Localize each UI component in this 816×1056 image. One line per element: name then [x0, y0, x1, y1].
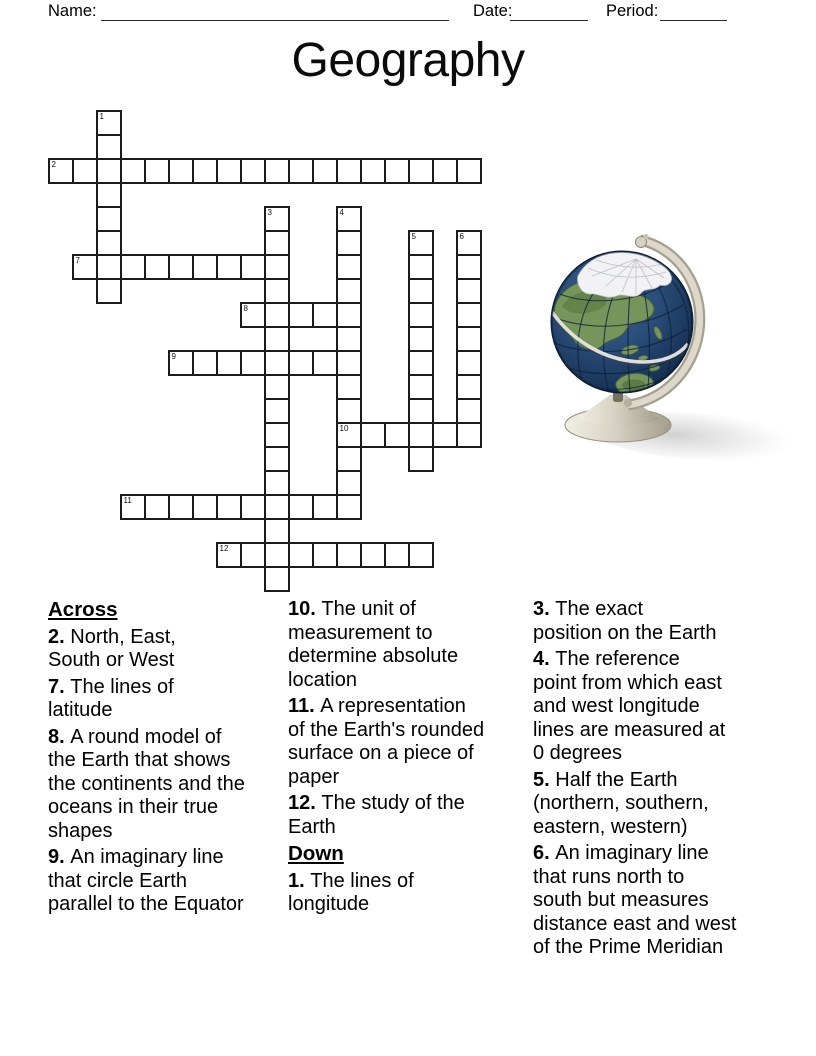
grid-cell	[408, 398, 434, 424]
date-label: Date:	[473, 2, 513, 20]
clue-line: oceans in their true	[48, 796, 219, 818]
grid-cell	[240, 350, 266, 376]
clue-line: 8. A round model of	[48, 725, 222, 748]
clue-line: 4. The reference	[533, 648, 680, 670]
grid-cell	[456, 254, 482, 280]
clue-line: South or West	[48, 649, 175, 671]
grid-cell-number: 7	[75, 256, 80, 265]
grid-cell	[168, 350, 194, 376]
grid-cell	[120, 254, 146, 280]
clue-number: 10.	[288, 598, 322, 620]
clue-line: the Earth that shows	[48, 749, 231, 771]
clue-line: south but measures	[533, 889, 709, 911]
globe-sphere	[551, 251, 693, 397]
grid-cell	[384, 158, 410, 184]
grid-cell	[360, 542, 386, 568]
clue-section-heading: Across	[48, 598, 118, 621]
grid-cell	[456, 326, 482, 352]
grid-cell	[96, 158, 122, 184]
grid-cell	[72, 158, 98, 184]
grid-cell	[408, 422, 434, 448]
grid-cell	[336, 542, 362, 568]
grid-cell	[264, 566, 290, 592]
clue-line: distance east and west	[533, 912, 737, 935]
grid-cell	[264, 302, 290, 328]
grid-cell	[312, 494, 338, 520]
clue-number: 12.	[288, 792, 322, 814]
grid-cell	[360, 158, 386, 184]
clue-line: 6. An imaginary line	[533, 842, 709, 864]
clue-number: 3.	[533, 598, 556, 620]
clue-number: 1.	[288, 869, 311, 892]
grid-cell	[264, 158, 290, 184]
grid-cell	[456, 398, 482, 424]
clue	[48, 676, 286, 723]
clue-line: latitude	[48, 699, 113, 721]
clue	[533, 598, 793, 645]
grid-cell	[192, 254, 218, 280]
grid-cell	[264, 398, 290, 424]
grid-cell	[336, 374, 362, 400]
clue-number: 2.	[48, 625, 71, 648]
grid-cell	[96, 110, 122, 136]
grid-cell	[216, 350, 242, 376]
grid-cell	[240, 158, 266, 184]
grid-cell	[456, 374, 482, 400]
grid-cell	[168, 158, 194, 184]
clue-line: that circle Earth	[48, 869, 187, 892]
clue-number: 7.	[48, 675, 71, 698]
grid-cell	[120, 158, 146, 184]
grid-cell	[144, 158, 170, 184]
grid-cell	[96, 278, 122, 304]
grid-cell	[264, 422, 290, 448]
grid-cell	[312, 542, 338, 568]
grid-cell	[432, 422, 458, 448]
clue-line: of the Prime Meridian	[533, 936, 724, 958]
clue-number: 5.	[533, 768, 556, 791]
clue	[288, 870, 531, 917]
grid-cell	[456, 158, 482, 184]
grid-cell	[264, 326, 290, 352]
grid-cell	[264, 518, 290, 544]
grid-cell	[264, 470, 290, 496]
clue-number: 6.	[533, 842, 556, 864]
clue-line: 11. A representation	[288, 695, 466, 717]
grid-cell	[336, 326, 362, 352]
clue-number: 4.	[533, 648, 556, 670]
grid-cell-number: 8	[243, 304, 248, 313]
clue-line: determine absolute	[288, 645, 459, 667]
grid-cell	[456, 350, 482, 376]
grid-cell	[264, 374, 290, 400]
clue	[288, 598, 531, 692]
grid-cell	[264, 350, 290, 376]
grid-cell	[96, 134, 122, 160]
grid-cell-number: 1	[99, 112, 104, 121]
grid-cell	[408, 254, 434, 280]
grid-cell	[192, 494, 218, 520]
name-label: Name:	[48, 2, 97, 20]
grid-cell-number: 6	[459, 232, 464, 241]
clue	[288, 695, 531, 789]
grid-cell	[408, 278, 434, 304]
grid-cell	[408, 542, 434, 568]
grid-cell	[264, 542, 290, 568]
grid-cell	[312, 158, 338, 184]
clue	[288, 792, 531, 839]
clue	[533, 842, 793, 960]
grid-cell	[384, 422, 410, 448]
grid-cell	[384, 542, 410, 568]
grid-cell	[408, 326, 434, 352]
grid-cell	[264, 278, 290, 304]
grid-cell	[288, 302, 314, 328]
grid-cell	[408, 350, 434, 376]
grid-cell	[336, 254, 362, 280]
grid-cell	[456, 422, 482, 448]
grid-cell	[48, 158, 74, 184]
clue-line: paper	[288, 765, 340, 788]
grid-cell	[336, 398, 362, 424]
grid-cell	[312, 302, 338, 328]
clue-line: that runs north to	[533, 865, 685, 888]
grid-cell	[408, 374, 434, 400]
clue-line: longitude	[288, 893, 370, 915]
grid-cell	[336, 350, 362, 376]
grid-cell	[264, 254, 290, 280]
grid-cell	[96, 182, 122, 208]
clue-number: 11.	[288, 695, 321, 717]
grid-cell	[96, 206, 122, 232]
grid-cell-number: 4	[339, 208, 344, 217]
clue	[48, 846, 286, 917]
clue-line: eastern, western)	[533, 815, 688, 838]
grid-cell	[216, 494, 242, 520]
date-blank-line	[510, 3, 588, 21]
clue-line: of the Earth's rounded	[288, 718, 485, 741]
grid-cell	[288, 350, 314, 376]
grid-cell-number: 3	[267, 208, 272, 217]
grid-cell	[120, 494, 146, 520]
clue-line: 1. The lines of	[288, 869, 414, 892]
grid-cell	[288, 158, 314, 184]
grid-cell	[432, 158, 458, 184]
grid-cell	[144, 494, 170, 520]
grid-cell	[408, 446, 434, 472]
grid-cell	[456, 302, 482, 328]
clue-number: 9.	[48, 846, 71, 868]
clue-line: 3. The exact	[533, 598, 644, 620]
grid-cell	[264, 494, 290, 520]
grid-cell	[336, 206, 362, 232]
grid-cell	[408, 158, 434, 184]
grid-cell	[336, 302, 362, 328]
grid-cell	[192, 350, 218, 376]
grid-cell	[264, 206, 290, 232]
clue-line: point from which east	[533, 671, 722, 694]
clue	[48, 726, 286, 844]
clue-line: location	[288, 668, 357, 691]
period-label: Period:	[606, 2, 659, 20]
clue-line: Earth	[288, 815, 336, 838]
clue-line: the continents and the	[48, 772, 245, 795]
grid-cell	[360, 422, 386, 448]
grid-cell	[408, 302, 434, 328]
crossword-grid	[48, 110, 482, 592]
clue-column	[533, 598, 793, 963]
grid-cell	[96, 230, 122, 256]
clue-line: 2. North, East,	[48, 625, 176, 648]
globe-illustration	[530, 232, 816, 477]
grid-cell	[456, 278, 482, 304]
clue-line: 7. The lines of	[48, 675, 174, 698]
clue-line: shapes	[48, 819, 113, 842]
grid-cell	[312, 350, 338, 376]
clue-line: 0 degrees	[533, 742, 622, 764]
grid-cell-number: 10	[339, 424, 349, 433]
grid-cell	[96, 254, 122, 280]
grid-cell-number: 9	[171, 352, 176, 361]
grid-cell	[336, 422, 362, 448]
period-blank-line	[660, 3, 727, 21]
clue-line: lines are measured at	[533, 718, 726, 741]
grid-cell	[240, 542, 266, 568]
grid-cell-number: 2	[51, 160, 56, 169]
clue-section-heading: Down	[288, 842, 344, 865]
grid-cell	[336, 158, 362, 184]
grid-cell	[264, 230, 290, 256]
grid-cell	[240, 254, 266, 280]
clue	[48, 626, 286, 673]
grid-cell	[240, 302, 266, 328]
clue-line: parallel to the Equator	[48, 893, 244, 915]
grid-cell	[336, 278, 362, 304]
grid-cell	[408, 230, 434, 256]
name-blank-line	[101, 3, 449, 21]
clue	[533, 648, 793, 766]
clue-column	[288, 598, 531, 920]
grid-cell	[168, 254, 194, 280]
grid-cell	[216, 254, 242, 280]
grid-cell	[288, 494, 314, 520]
grid-cell-number: 5	[411, 232, 416, 241]
clue-line: 12. The study of the	[288, 792, 465, 814]
grid-cell	[288, 542, 314, 568]
grid-cell	[336, 230, 362, 256]
grid-cell-number: 12	[219, 544, 229, 553]
clue-line: measurement to	[288, 621, 433, 644]
grid-cell	[168, 494, 194, 520]
grid-cell-number: 11	[123, 496, 132, 505]
grid-cell	[264, 446, 290, 472]
grid-cell	[72, 254, 98, 280]
grid-cell	[240, 494, 266, 520]
clue-line: (northern, southern,	[533, 792, 709, 814]
grid-cell	[336, 446, 362, 472]
grid-cell	[336, 470, 362, 496]
grid-cell	[216, 158, 242, 184]
clue-column	[48, 598, 286, 920]
grid-cell	[336, 494, 362, 520]
clue-line: position on the Earth	[533, 621, 717, 644]
grid-cell	[192, 158, 218, 184]
grid-cell	[216, 542, 242, 568]
clue-line: 9. An imaginary line	[48, 846, 224, 868]
page-title: Geography	[291, 34, 525, 87]
clue-number: 8.	[48, 725, 71, 748]
grid-cell	[144, 254, 170, 280]
clue	[533, 769, 793, 840]
clue-line: and west longitude	[533, 695, 700, 717]
grid-cell	[456, 230, 482, 256]
clue-line: surface on a piece of	[288, 742, 474, 764]
clue-line: 5. Half the Earth	[533, 768, 678, 791]
clue-line: 10. The unit of	[288, 598, 416, 620]
